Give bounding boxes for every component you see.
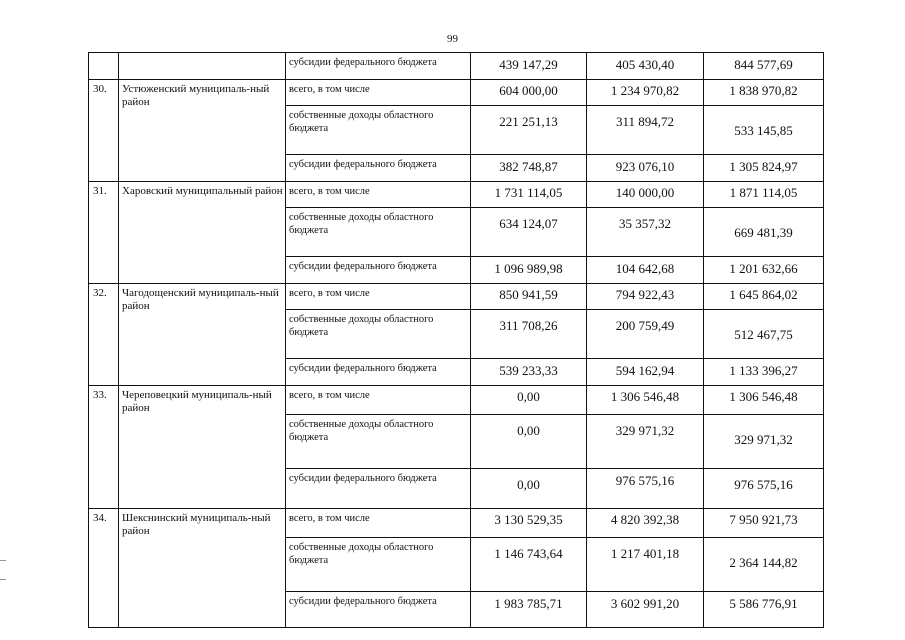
funding-type-cell: субсидии федерального бюджета — [286, 592, 471, 628]
value-cell: 5 586 776,91 — [704, 592, 824, 628]
value-cell: 1 096 989,98 — [471, 257, 587, 284]
value-cell: 604 000,00 — [471, 80, 587, 106]
value-cell: 539 233,33 — [471, 359, 587, 386]
value-cell: 976 575,16 — [587, 469, 704, 509]
value-cell: 4 820 392,38 — [587, 509, 704, 538]
funding-type-cell: собственные доходы областного бюджета — [286, 106, 471, 155]
value-cell: 311 894,72 — [587, 106, 704, 155]
row-number-cell: 30. — [89, 80, 119, 182]
value-cell: 634 124,07 — [471, 208, 587, 257]
district-name-cell: Чагодощенский муниципаль-ный район — [119, 284, 286, 386]
value-cell: 512 467,75 — [704, 310, 824, 359]
budget-table — [88, 52, 824, 628]
funding-type-cell: субсидии федерального бюджета — [286, 359, 471, 386]
table-row — [89, 284, 824, 310]
value-cell: 0,00 — [471, 469, 587, 509]
district-name-cell: Череповецкий муниципаль-ный район — [119, 386, 286, 509]
value-cell: 35 357,32 — [587, 208, 704, 257]
value-cell: 1 133 396,27 — [704, 359, 824, 386]
funding-type-cell: субсидии федерального бюджета — [286, 257, 471, 284]
funding-type-cell: собственные доходы областного бюджета — [286, 415, 471, 469]
district-name-cell: Устюженский муниципаль-ный район — [119, 80, 286, 182]
funding-type-cell: всего, в том числе — [286, 386, 471, 415]
value-cell: 1 234 970,82 — [587, 80, 704, 106]
table-row — [89, 509, 824, 538]
district-name-cell: Шекснинский муниципаль-ный район — [119, 509, 286, 628]
district-name-cell — [119, 53, 286, 80]
value-cell: 850 941,59 — [471, 284, 587, 310]
funding-type-cell: субсидии федерального бюджета — [286, 53, 471, 80]
margin-mark — [0, 579, 6, 580]
table-row — [89, 182, 824, 208]
value-cell: 405 430,40 — [587, 53, 704, 80]
value-cell: 7 950 921,73 — [704, 509, 824, 538]
value-cell: 1 838 970,82 — [704, 80, 824, 106]
table-row — [89, 80, 824, 106]
value-cell: 1 983 785,71 — [471, 592, 587, 628]
value-cell: 1 731 114,05 — [471, 182, 587, 208]
value-cell: 794 922,43 — [587, 284, 704, 310]
budget-table-body — [89, 53, 824, 628]
funding-type-cell: всего, в том числе — [286, 509, 471, 538]
value-cell: 533 145,85 — [704, 106, 824, 155]
margin-mark — [0, 560, 6, 561]
row-number-cell: 33. — [89, 386, 119, 509]
funding-type-cell: собственные доходы областного бюджета — [286, 538, 471, 592]
value-cell: 140 000,00 — [587, 182, 704, 208]
value-cell: 3 602 991,20 — [587, 592, 704, 628]
funding-type-cell: собственные доходы областного бюджета — [286, 208, 471, 257]
page-number: 99 — [447, 33, 458, 45]
value-cell: 1 201 632,66 — [704, 257, 824, 284]
funding-type-cell: всего, в том числе — [286, 80, 471, 106]
value-cell: 923 076,10 — [587, 155, 704, 182]
funding-type-cell: собственные доходы областного бюджета — [286, 310, 471, 359]
funding-type-cell: всего, в том числе — [286, 284, 471, 310]
value-cell: 1 645 864,02 — [704, 284, 824, 310]
funding-type-cell: субсидии федерального бюджета — [286, 469, 471, 509]
value-cell: 382 748,87 — [471, 155, 587, 182]
row-number-cell: 31. — [89, 182, 119, 284]
value-cell: 1 306 546,48 — [704, 386, 824, 415]
row-number-cell: 34. — [89, 509, 119, 628]
funding-type-cell: субсидии федерального бюджета — [286, 155, 471, 182]
value-cell: 329 971,32 — [587, 415, 704, 469]
value-cell: 200 759,49 — [587, 310, 704, 359]
value-cell: 1 305 824,97 — [704, 155, 824, 182]
district-name-cell: Харовский муниципальный район — [119, 182, 286, 284]
value-cell: 311 708,26 — [471, 310, 587, 359]
value-cell: 3 130 529,35 — [471, 509, 587, 538]
value-cell: 976 575,16 — [704, 469, 824, 509]
value-cell: 0,00 — [471, 415, 587, 469]
table-row — [89, 386, 824, 415]
value-cell: 0,00 — [471, 386, 587, 415]
table-row — [89, 53, 824, 80]
value-cell: 221 251,13 — [471, 106, 587, 155]
value-cell: 669 481,39 — [704, 208, 824, 257]
value-cell: 329 971,32 — [704, 415, 824, 469]
value-cell: 439 147,29 — [471, 53, 587, 80]
row-number-cell: 32. — [89, 284, 119, 386]
value-cell: 1 146 743,64 — [471, 538, 587, 592]
funding-type-cell: всего, в том числе — [286, 182, 471, 208]
value-cell: 1 217 401,18 — [587, 538, 704, 592]
value-cell: 1 306 546,48 — [587, 386, 704, 415]
value-cell: 844 577,69 — [704, 53, 824, 80]
value-cell: 104 642,68 — [587, 257, 704, 284]
value-cell: 2 364 144,82 — [704, 538, 824, 592]
value-cell: 1 871 114,05 — [704, 182, 824, 208]
value-cell: 594 162,94 — [587, 359, 704, 386]
row-number-cell — [89, 53, 119, 80]
